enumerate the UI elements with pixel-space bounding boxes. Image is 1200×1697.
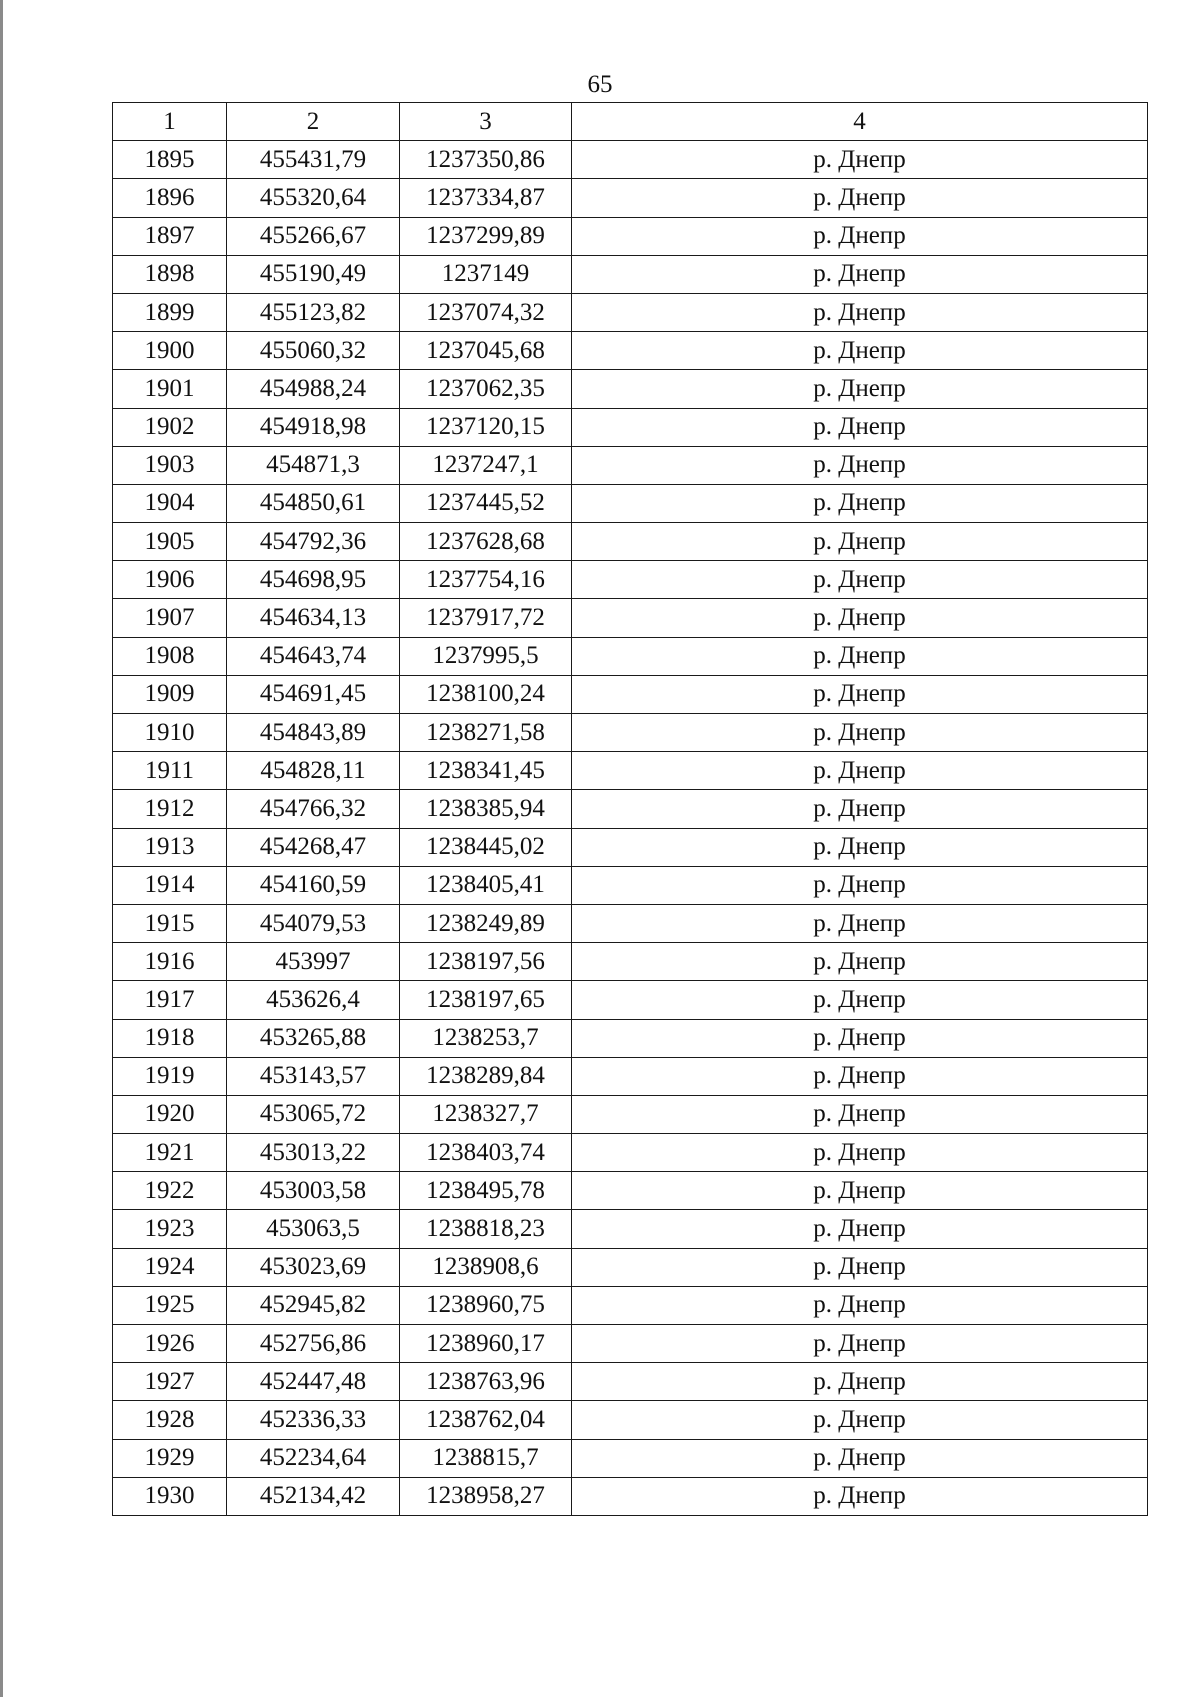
description-cell: р. Днепр [572,752,1148,790]
y-coordinate-cell: 1237628,68 [400,523,572,561]
table-row [113,1286,1148,1324]
table-row [113,561,1148,599]
y-coordinate-cell: 1238341,45 [400,752,572,790]
table-row [113,255,1148,293]
description-cell: р. Днепр [572,179,1148,217]
description-cell: р. Днепр [572,599,1148,637]
description-cell: р. Днепр [572,1172,1148,1210]
description-cell: р. Днепр [572,828,1148,866]
description-cell: р. Днепр [572,1439,1148,1477]
point-number-cell: 1896 [113,179,227,217]
y-coordinate-cell: 1238197,65 [400,981,572,1019]
y-coordinate-cell: 1238100,24 [400,675,572,713]
point-number-cell: 1898 [113,255,227,293]
x-coordinate-cell: 453626,4 [227,981,400,1019]
point-number-cell: 1914 [113,866,227,904]
description-cell: р. Днепр [572,1477,1148,1515]
description-cell: р. Днепр [572,141,1148,179]
point-number-cell: 1929 [113,1439,227,1477]
table-row [113,1401,1148,1439]
y-coordinate-cell: 1237917,72 [400,599,572,637]
x-coordinate-cell: 454268,47 [227,828,400,866]
table-row [113,1363,1148,1401]
x-coordinate-cell: 455190,49 [227,255,400,293]
description-cell: р. Днепр [572,1286,1148,1324]
point-number-cell: 1904 [113,484,227,522]
point-number-cell: 1918 [113,1019,227,1057]
x-coordinate-cell: 454643,74 [227,637,400,675]
x-coordinate-cell: 453065,72 [227,1095,400,1133]
y-coordinate-cell: 1237299,89 [400,217,572,255]
point-number-cell: 1901 [113,370,227,408]
scan-left-edge [0,0,3,1697]
x-coordinate-cell: 453265,88 [227,1019,400,1057]
description-cell: р. Днепр [572,1057,1148,1095]
x-coordinate-cell: 454766,32 [227,790,400,828]
point-number-cell: 1925 [113,1286,227,1324]
description-cell: р. Днепр [572,370,1148,408]
description-cell: р. Днепр [572,1401,1148,1439]
header-col-3: 3 [400,103,572,141]
header-col-4: 4 [572,103,1148,141]
point-number-cell: 1902 [113,408,227,446]
table-row [113,943,1148,981]
y-coordinate-cell: 1238818,23 [400,1210,572,1248]
point-number-cell: 1930 [113,1477,227,1515]
y-coordinate-cell: 1237754,16 [400,561,572,599]
table-row [113,217,1148,255]
y-coordinate-cell: 1238762,04 [400,1401,572,1439]
point-number-cell: 1905 [113,523,227,561]
y-coordinate-cell: 1238405,41 [400,866,572,904]
x-coordinate-cell: 455060,32 [227,332,400,370]
x-coordinate-cell: 454691,45 [227,675,400,713]
x-coordinate-cell: 453023,69 [227,1248,400,1286]
header-col-1: 1 [113,103,227,141]
point-number-cell: 1927 [113,1363,227,1401]
description-cell: р. Днепр [572,1095,1148,1133]
y-coordinate-cell: 1238249,89 [400,904,572,942]
table-row [113,1210,1148,1248]
x-coordinate-cell: 452134,42 [227,1477,400,1515]
x-coordinate-cell: 452945,82 [227,1286,400,1324]
table-row [113,1477,1148,1515]
y-coordinate-cell: 1238253,7 [400,1019,572,1057]
table-row [113,408,1148,446]
description-cell: р. Днепр [572,866,1148,904]
x-coordinate-cell: 452447,48 [227,1363,400,1401]
table-row [113,866,1148,904]
description-cell: р. Днепр [572,255,1148,293]
x-coordinate-cell: 454828,11 [227,752,400,790]
description-cell: р. Днепр [572,1325,1148,1363]
description-cell: р. Днепр [572,1134,1148,1172]
description-cell: р. Днепр [572,523,1148,561]
x-coordinate-cell: 454918,98 [227,408,400,446]
point-number-cell: 1908 [113,637,227,675]
x-coordinate-cell: 452234,64 [227,1439,400,1477]
y-coordinate-cell: 1238445,02 [400,828,572,866]
table-row [113,1019,1148,1057]
x-coordinate-cell: 453003,58 [227,1172,400,1210]
x-coordinate-cell: 454634,13 [227,599,400,637]
table-row [113,446,1148,484]
y-coordinate-cell: 1237149 [400,255,572,293]
description-cell: р. Днепр [572,637,1148,675]
description-cell: р. Днепр [572,1363,1148,1401]
x-coordinate-cell: 455123,82 [227,293,400,331]
point-number-cell: 1919 [113,1057,227,1095]
description-cell: р. Днепр [572,561,1148,599]
y-coordinate-cell: 1238908,6 [400,1248,572,1286]
y-coordinate-cell: 1238403,74 [400,1134,572,1172]
table-row [113,293,1148,331]
point-number-cell: 1916 [113,943,227,981]
table-row [113,790,1148,828]
point-number-cell: 1921 [113,1134,227,1172]
point-number-cell: 1909 [113,675,227,713]
description-cell: р. Днепр [572,217,1148,255]
y-coordinate-cell: 1238960,75 [400,1286,572,1324]
x-coordinate-cell: 453997 [227,943,400,981]
point-number-cell: 1911 [113,752,227,790]
point-number-cell: 1915 [113,904,227,942]
page-number: 65 [587,71,613,98]
table-row [113,981,1148,1019]
x-coordinate-cell: 454698,95 [227,561,400,599]
description-cell: р. Днепр [572,714,1148,752]
point-number-cell: 1920 [113,1095,227,1133]
x-coordinate-cell: 454988,24 [227,370,400,408]
description-cell: р. Днепр [572,943,1148,981]
table-row [113,714,1148,752]
table-row [113,1248,1148,1286]
y-coordinate-cell: 1238763,96 [400,1363,572,1401]
point-number-cell: 1897 [113,217,227,255]
point-number-cell: 1900 [113,332,227,370]
table-row [113,332,1148,370]
x-coordinate-cell: 454160,59 [227,866,400,904]
table-header [113,103,1148,141]
y-coordinate-cell: 1237120,15 [400,408,572,446]
table-row [113,1134,1148,1172]
y-coordinate-cell: 1238495,78 [400,1172,572,1210]
point-number-cell: 1899 [113,293,227,331]
x-coordinate-cell: 453013,22 [227,1134,400,1172]
x-coordinate-cell: 454843,89 [227,714,400,752]
x-coordinate-cell: 454079,53 [227,904,400,942]
table-row [113,1095,1148,1133]
x-coordinate-cell: 455320,64 [227,179,400,217]
table-row [113,1057,1148,1095]
x-coordinate-cell: 453143,57 [227,1057,400,1095]
x-coordinate-cell: 455431,79 [227,141,400,179]
table-row [113,179,1148,217]
point-number-cell: 1924 [113,1248,227,1286]
description-cell: р. Днепр [572,484,1148,522]
y-coordinate-cell: 1238327,7 [400,1095,572,1133]
x-coordinate-cell: 454871,3 [227,446,400,484]
description-cell: р. Днепр [572,408,1148,446]
point-number-cell: 1917 [113,981,227,1019]
y-coordinate-cell: 1237995,5 [400,637,572,675]
y-coordinate-cell: 1237062,35 [400,370,572,408]
table-row [113,1325,1148,1363]
y-coordinate-cell: 1237334,87 [400,179,572,217]
description-cell: р. Днепр [572,446,1148,484]
description-cell: р. Днепр [572,981,1148,1019]
x-coordinate-cell: 452336,33 [227,1401,400,1439]
point-number-cell: 1923 [113,1210,227,1248]
point-number-cell: 1913 [113,828,227,866]
table-row [113,370,1148,408]
coordinates-table [112,102,1148,1516]
table-row [113,523,1148,561]
x-coordinate-cell: 452756,86 [227,1325,400,1363]
point-number-cell: 1922 [113,1172,227,1210]
x-coordinate-cell: 455266,67 [227,217,400,255]
description-cell: р. Днепр [572,790,1148,828]
table-row [113,599,1148,637]
table-row [113,1439,1148,1477]
point-number-cell: 1895 [113,141,227,179]
point-number-cell: 1907 [113,599,227,637]
point-number-cell: 1906 [113,561,227,599]
point-number-cell: 1910 [113,714,227,752]
y-coordinate-cell: 1238958,27 [400,1477,572,1515]
y-coordinate-cell: 1237045,68 [400,332,572,370]
description-cell: р. Днепр [572,1248,1148,1286]
y-coordinate-cell: 1238271,58 [400,714,572,752]
point-number-cell: 1912 [113,790,227,828]
y-coordinate-cell: 1237445,52 [400,484,572,522]
y-coordinate-cell: 1238385,94 [400,790,572,828]
y-coordinate-cell: 1238815,7 [400,1439,572,1477]
point-number-cell: 1903 [113,446,227,484]
x-coordinate-cell: 454792,36 [227,523,400,561]
table-row [113,141,1148,179]
y-coordinate-cell: 1238289,84 [400,1057,572,1095]
point-number-cell: 1928 [113,1401,227,1439]
table-body [113,141,1148,1516]
description-cell: р. Днепр [572,675,1148,713]
y-coordinate-cell: 1238197,56 [400,943,572,981]
description-cell: р. Днепр [572,332,1148,370]
y-coordinate-cell: 1237074,32 [400,293,572,331]
x-coordinate-cell: 454850,61 [227,484,400,522]
table-row [113,1172,1148,1210]
header-row [113,103,1148,141]
x-coordinate-cell: 453063,5 [227,1210,400,1248]
table-row [113,484,1148,522]
description-cell: р. Днепр [572,1019,1148,1057]
table-row [113,675,1148,713]
table-row [113,904,1148,942]
description-cell: р. Днепр [572,1210,1148,1248]
table-row [113,637,1148,675]
y-coordinate-cell: 1238960,17 [400,1325,572,1363]
table-row [113,752,1148,790]
header-col-2: 2 [227,103,400,141]
y-coordinate-cell: 1237247,1 [400,446,572,484]
y-coordinate-cell: 1237350,86 [400,141,572,179]
point-number-cell: 1926 [113,1325,227,1363]
table-row [113,828,1148,866]
description-cell: р. Днепр [572,293,1148,331]
description-cell: р. Днепр [572,904,1148,942]
